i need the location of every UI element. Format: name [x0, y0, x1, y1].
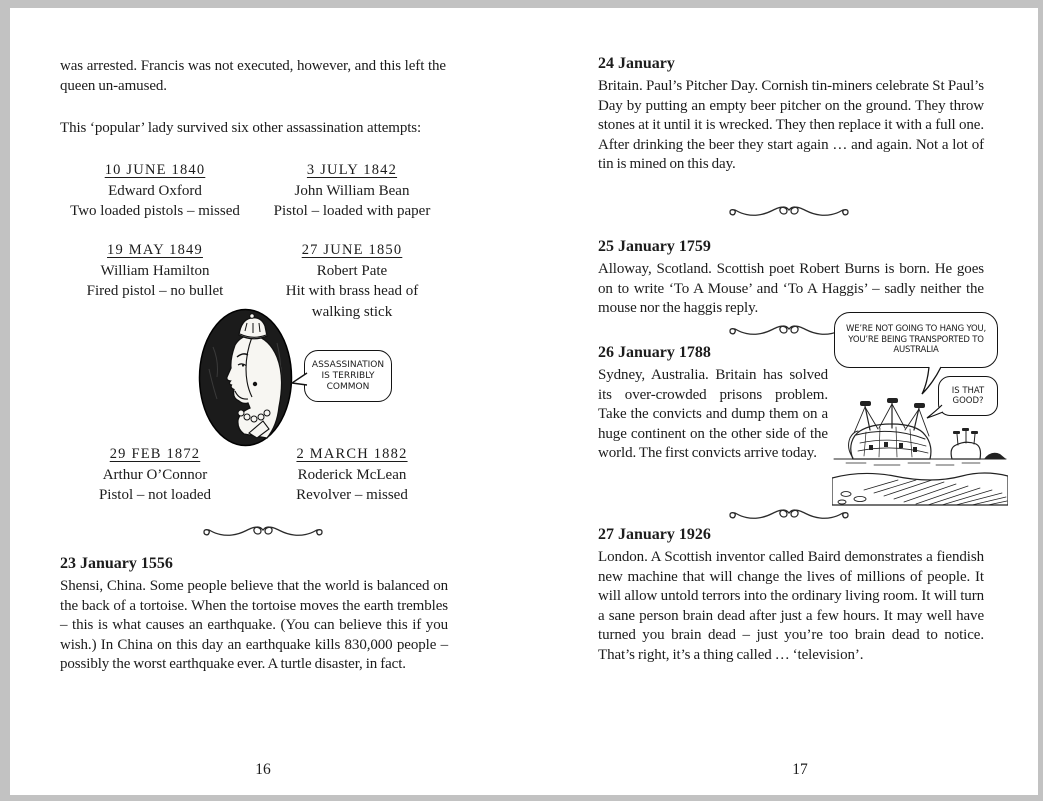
attempt-date: 3 JULY 1842 — [306, 162, 398, 178]
entry-body: Britain. Paul’s Pitcher Day. Cornish tin-miners celebrate St Paul’s Day by putting an empty beer pitcher on the ground. They throw stones at it until it is wrecked. They then replace it with a full one. After drinking the beer they start again … and again. Not a lot of tin is mined on this day. — [598, 78, 984, 173]
attempt-date: 2 MARCH 1882 — [296, 446, 408, 462]
flourish-ornament — [729, 505, 849, 525]
attempt-name: Arthur O’Connor — [102, 466, 208, 483]
entry-heading: 26 January 1788 — [598, 344, 711, 361]
attempt-date: 29 FEB 1872 — [109, 446, 201, 462]
attempt-name: Edward Oxford — [108, 182, 202, 199]
attempt-entry — [272, 240, 432, 322]
entry-body: London. A Scottish inventor called Baird demonstrates a fiendish new machine that will change the lives of millions of people. It will allow untold terrors into the ordinary living room. It will turn a sane person brain dead after just a few hours. It may well have turned you brain dead – just you’re too brain dead to notice. That’s right, it’s a thing called … ‘television’. — [598, 549, 984, 663]
attempt-result: Pistol – loaded with paper — [273, 203, 431, 219]
left-page — [10, 8, 530, 795]
attempt-date: 19 MAY 1849 — [107, 242, 203, 258]
attempt-result: Revolver – missed — [296, 487, 408, 503]
book-spread — [10, 8, 1038, 795]
attempt-result: Two loaded pistols – missed — [70, 203, 240, 219]
bubble-tail — [292, 371, 308, 387]
entry-26-january — [598, 342, 828, 464]
entry-heading: 24 January — [598, 55, 675, 72]
attempt-entry — [55, 240, 255, 302]
page-number-right: 17 — [792, 761, 808, 778]
entry-24-january — [598, 53, 984, 175]
attempt-entry — [55, 160, 255, 222]
speech-bubble-text: ASSASSINATION IS TERRIBLY COMMON — [311, 359, 385, 392]
attempt-result: Fired pistol – no bullet — [86, 283, 224, 299]
entry-heading: 23 January 1556 — [60, 555, 173, 572]
right-page — [530, 8, 1038, 795]
attempt-date: 10 JUNE 1840 — [104, 162, 206, 178]
intro-paragraph: was arrested. Francis was not executed, however, and this left the queen un-amused. — [60, 58, 446, 94]
flourish-ornament — [203, 522, 323, 542]
speech-bubble-text: WE’RE NOT GOING TO HANG YOU, YOU’RE BEING TRANSPORTED TO AUSTRALIA — [845, 324, 986, 356]
queen-victoria-cameo-illustration — [197, 307, 294, 448]
flourish-ornament — [729, 202, 849, 222]
entry-27-january — [598, 524, 984, 666]
entry-heading: 25 January 1759 — [598, 238, 711, 255]
speech-bubble-text: IS THAT GOOD? — [951, 385, 985, 406]
attempt-date: 27 JUNE 1850 — [301, 242, 403, 258]
speech-bubble-transported — [834, 312, 998, 368]
attempt-name: John William Bean — [294, 182, 410, 199]
flourish-ornament — [729, 321, 849, 341]
survived-line: This ‘popular’ lady survived six other assassination attempts: — [60, 120, 422, 136]
ships-illustration — [832, 398, 1008, 506]
attempt-entry — [55, 444, 255, 506]
attempt-result: Hit with brass head of walking stick — [285, 283, 419, 320]
entry-body: Shensi, China. Some people believe that the world is balanced on the back of a tortoise. When the tortoise moves the earth trembles – this is what causes an earthquake. (You can believe this if you wish.) In China on this day an earthquake kills 830,000 people – possibly the worst earthquake ever. A turtle disaster, in fact. — [60, 578, 448, 673]
attempt-name: Robert Pate — [316, 262, 388, 279]
speech-bubble-assassination — [304, 350, 392, 402]
attempt-entry — [252, 444, 452, 506]
attempt-name: William Hamilton — [100, 262, 210, 279]
entry-heading: 27 January 1926 — [598, 526, 711, 543]
attempt-result: Pistol – not loaded — [98, 487, 212, 503]
page-number-left: 16 — [255, 761, 271, 778]
attempt-entry — [252, 160, 452, 222]
entry-23-january — [60, 553, 448, 675]
entry-body: Sydney, Australia. Britain has solved its over-crowded prisons problem. Take the convicts and dump them on a huge continent on the other side of the world. The first convicts arrive today. — [598, 367, 828, 462]
convict-ship-cartoon — [832, 306, 1008, 506]
entry-body: Alloway, Scotland. Scottish poet Robert Burns is born. He goes on to write ‘To A Mouse’ and ‘To A Haggis’ – sadly neither the mouse nor the haggis reply. — [598, 261, 984, 317]
attempt-name: Roderick McLean — [297, 466, 407, 483]
